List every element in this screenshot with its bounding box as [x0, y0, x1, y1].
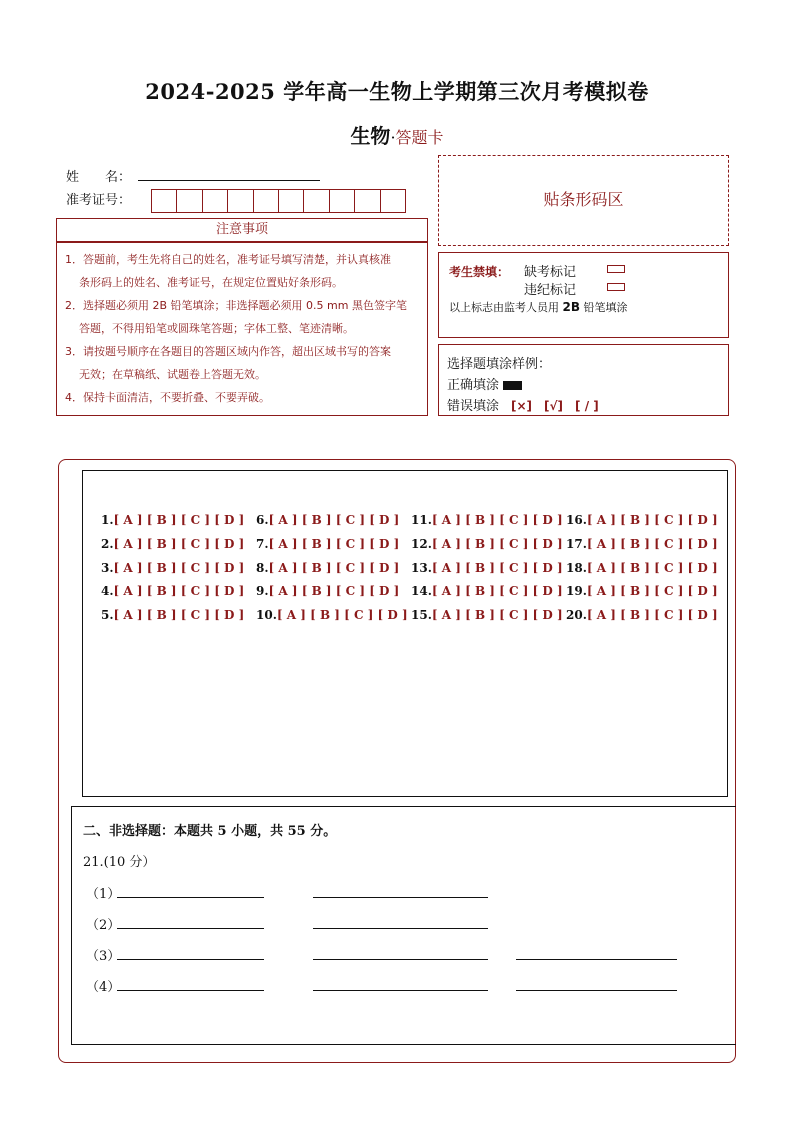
notice-line: 1．答题前，考生先将自己的姓名，准考证号填写清楚，并认真核准 — [65, 253, 391, 266]
name-field[interactable] — [138, 180, 320, 181]
choice-question-5[interactable] — [101, 608, 244, 622]
card-subtitle — [0, 120, 794, 149]
choice-question-3[interactable] — [101, 561, 244, 575]
choice-question-17[interactable] — [566, 537, 718, 551]
notice-item — [65, 248, 421, 294]
choice-question-18[interactable] — [566, 561, 718, 575]
id-digit-box[interactable] — [329, 189, 355, 213]
notice-line: 答题，不得用铅笔或圆珠笔答题；字体工整、笔迹清晰。 — [79, 322, 354, 335]
choice-options[interactable]: [ A ] [ B ] [ C ] [ D ] — [586, 608, 718, 622]
choice-question-9[interactable] — [256, 584, 399, 598]
violation-mark-box — [607, 283, 625, 291]
choice-number: 13. — [411, 561, 432, 575]
answer-line[interactable] — [313, 959, 488, 960]
choice-question-11[interactable] — [411, 513, 563, 527]
wrong-mark: [ / ] — [575, 399, 599, 413]
id-digit-box[interactable] — [202, 189, 228, 213]
ban-title: 考生禁填： — [449, 265, 510, 279]
wrong-mark: [×] — [511, 399, 533, 413]
choice-question-4[interactable] — [101, 584, 244, 598]
answer-line[interactable] — [313, 897, 488, 898]
wrong-sample: 错误填涂 [×] [√] [ / ] — [447, 399, 599, 414]
choice-options[interactable]: [ A ] [ B ] [ C ] [ D ] — [113, 561, 245, 575]
choice-number: 17. — [566, 537, 587, 551]
answer-line[interactable] — [516, 990, 677, 991]
choice-options[interactable]: [ A ] [ B ] [ C ] [ D ] — [276, 608, 408, 622]
question-21: 21.(10 分） — [83, 855, 156, 870]
id-digit-box[interactable] — [227, 189, 253, 213]
wrong-mark: [√] — [544, 399, 564, 413]
choice-question-12[interactable] — [411, 537, 563, 551]
choice-question-6[interactable] — [256, 513, 399, 527]
id-digit-box[interactable] — [278, 189, 304, 213]
choice-question-14[interactable] — [411, 584, 563, 598]
choice-options[interactable]: [ A ] [ B ] [ C ] [ D ] — [431, 537, 563, 551]
answer-line[interactable] — [516, 959, 677, 960]
absent-mark-box — [607, 265, 625, 273]
choice-number: 9. — [256, 584, 269, 598]
choice-number: 14. — [411, 584, 432, 598]
id-digit-box[interactable] — [354, 189, 380, 213]
id-digit-box[interactable] — [253, 189, 279, 213]
sub-question-label: （3） — [86, 949, 121, 964]
notice-item — [65, 386, 421, 409]
choice-question-13[interactable] — [411, 561, 563, 575]
choice-number: 20. — [566, 608, 587, 622]
examiner-only-box — [438, 252, 729, 338]
answer-line[interactable] — [117, 928, 264, 929]
choice-options[interactable]: [ A ] [ B ] [ C ] [ D ] — [431, 608, 563, 622]
sub-question-label: （4） — [86, 980, 121, 995]
choice-options[interactable]: [ A ] [ B ] [ C ] [ D ] — [113, 584, 245, 598]
nonchoice-box — [71, 806, 736, 1045]
notice-line: 条形码上的姓名、准考证号，在规定位置贴好条形码。 — [79, 276, 343, 289]
answer-line[interactable] — [117, 990, 264, 991]
choice-options[interactable]: [ A ] [ B ] [ C ] [ D ] — [586, 561, 718, 575]
choice-question-19[interactable] — [566, 584, 718, 598]
choice-options[interactable]: [ A ] [ B ] [ C ] [ D ] — [586, 537, 718, 551]
choice-number: 15. — [411, 608, 432, 622]
correct-sample: 正确填涂 — [447, 374, 522, 393]
choice-options[interactable]: [ A ] [ B ] [ C ] [ D ] — [431, 561, 563, 575]
fill-sample-box — [438, 344, 729, 416]
notice-item — [65, 294, 421, 340]
sample-title: 选择题填涂样例： — [447, 357, 552, 372]
subject-name: 生物 — [350, 124, 391, 148]
answer-line[interactable] — [117, 959, 264, 960]
choice-number: 16. — [566, 513, 587, 527]
id-label: 准考证号： — [66, 193, 132, 208]
choice-options[interactable]: [ A ] [ B ] [ C ] [ D ] — [113, 537, 245, 551]
choice-number: 11. — [411, 513, 432, 527]
choice-question-16[interactable] — [566, 513, 718, 527]
choice-options[interactable]: [ A ] [ B ] [ C ] [ D ] — [586, 513, 718, 527]
choice-number: 12. — [411, 537, 432, 551]
notice-line: 2．选择题必须用 2B 铅笔填涂；非选择题必须用 0.5 mm 黑色签字笔 — [65, 299, 407, 312]
answer-line[interactable] — [117, 897, 264, 898]
violation-mark-label: 违纪标记 — [524, 283, 577, 298]
nonchoice-title: 二、非选择题：本题共 5 小题，共 55 分。 — [83, 824, 337, 839]
choice-options[interactable]: [ A ] [ B ] [ C ] [ D ] — [268, 561, 400, 575]
choice-question-7[interactable] — [256, 537, 399, 551]
notice-title: 注意事项 — [56, 218, 428, 242]
name-label: 姓 名： — [66, 170, 132, 185]
notice-line: 3．请按题号顺序在各题目的答题区域内作答，超出区域书写的答案 — [65, 345, 391, 358]
choice-options[interactable]: [ A ] [ B ] [ C ] [ D ] — [268, 537, 400, 551]
choice-question-20[interactable] — [566, 608, 718, 622]
choice-question-8[interactable] — [256, 561, 399, 575]
filled-mark — [503, 381, 522, 390]
choice-options[interactable]: [ A ] [ B ] [ C ] [ D ] — [431, 584, 563, 598]
notice-line: 无效；在草稿纸、试题卷上答题无效。 — [79, 368, 266, 381]
card-label: 答题卡 — [395, 128, 444, 147]
ban-note: 以上标志由监考人员用 2B 铅笔填涂 — [449, 300, 628, 314]
choice-options[interactable]: [ A ] [ B ] [ C ] [ D ] — [268, 584, 400, 598]
choice-options[interactable]: [ A ] [ B ] [ C ] [ D ] — [113, 608, 245, 622]
id-digit-box[interactable] — [176, 189, 202, 213]
choice-question-1[interactable] — [101, 513, 244, 527]
subtitle-dot: · — [390, 128, 396, 147]
id-digit-box[interactable] — [380, 189, 406, 213]
choice-number: 10. — [256, 608, 277, 622]
choice-number: 3. — [101, 561, 114, 575]
sub-question-label: （1） — [86, 887, 121, 902]
choice-number: 18. — [566, 561, 587, 575]
choice-question-15[interactable] — [411, 608, 563, 622]
choice-number: 1. — [101, 513, 114, 527]
choice-number: 19. — [566, 584, 587, 598]
id-digit-box[interactable] — [303, 189, 329, 213]
id-digit-box[interactable] — [151, 189, 177, 213]
choice-question-10[interactable] — [256, 608, 408, 622]
choice-options[interactable]: [ A ] [ B ] [ C ] [ D ] — [268, 513, 400, 527]
notice-line: 4．保持卡面清洁，不要折叠、不要弄破。 — [65, 391, 270, 404]
choice-number: 8. — [256, 561, 269, 575]
choice-number: 6. — [256, 513, 269, 527]
choice-number: 7. — [256, 537, 269, 551]
choice-number: 5. — [101, 608, 114, 622]
choice-number: 4. — [101, 584, 114, 598]
exam-title: 2024-2025 学年高一生物上学期第三次月考模拟卷 — [145, 79, 649, 104]
id-number-boxes[interactable] — [151, 189, 405, 213]
choice-options[interactable]: [ A ] [ B ] [ C ] [ D ] — [431, 513, 563, 527]
sub-question-label: （2） — [86, 918, 121, 933]
answer-line[interactable] — [313, 928, 488, 929]
barcode-area: 贴条形码区 — [438, 155, 729, 246]
answer-line[interactable] — [313, 990, 488, 991]
choice-number: 2. — [101, 537, 114, 551]
choice-question-2[interactable] — [101, 537, 244, 551]
notice-list — [56, 242, 428, 416]
absent-mark-label: 缺考标记 — [524, 265, 577, 280]
choice-options[interactable]: [ A ] [ B ] [ C ] [ D ] — [586, 584, 718, 598]
notice-item — [65, 340, 421, 386]
choice-options[interactable]: [ A ] [ B ] [ C ] [ D ] — [113, 513, 245, 527]
